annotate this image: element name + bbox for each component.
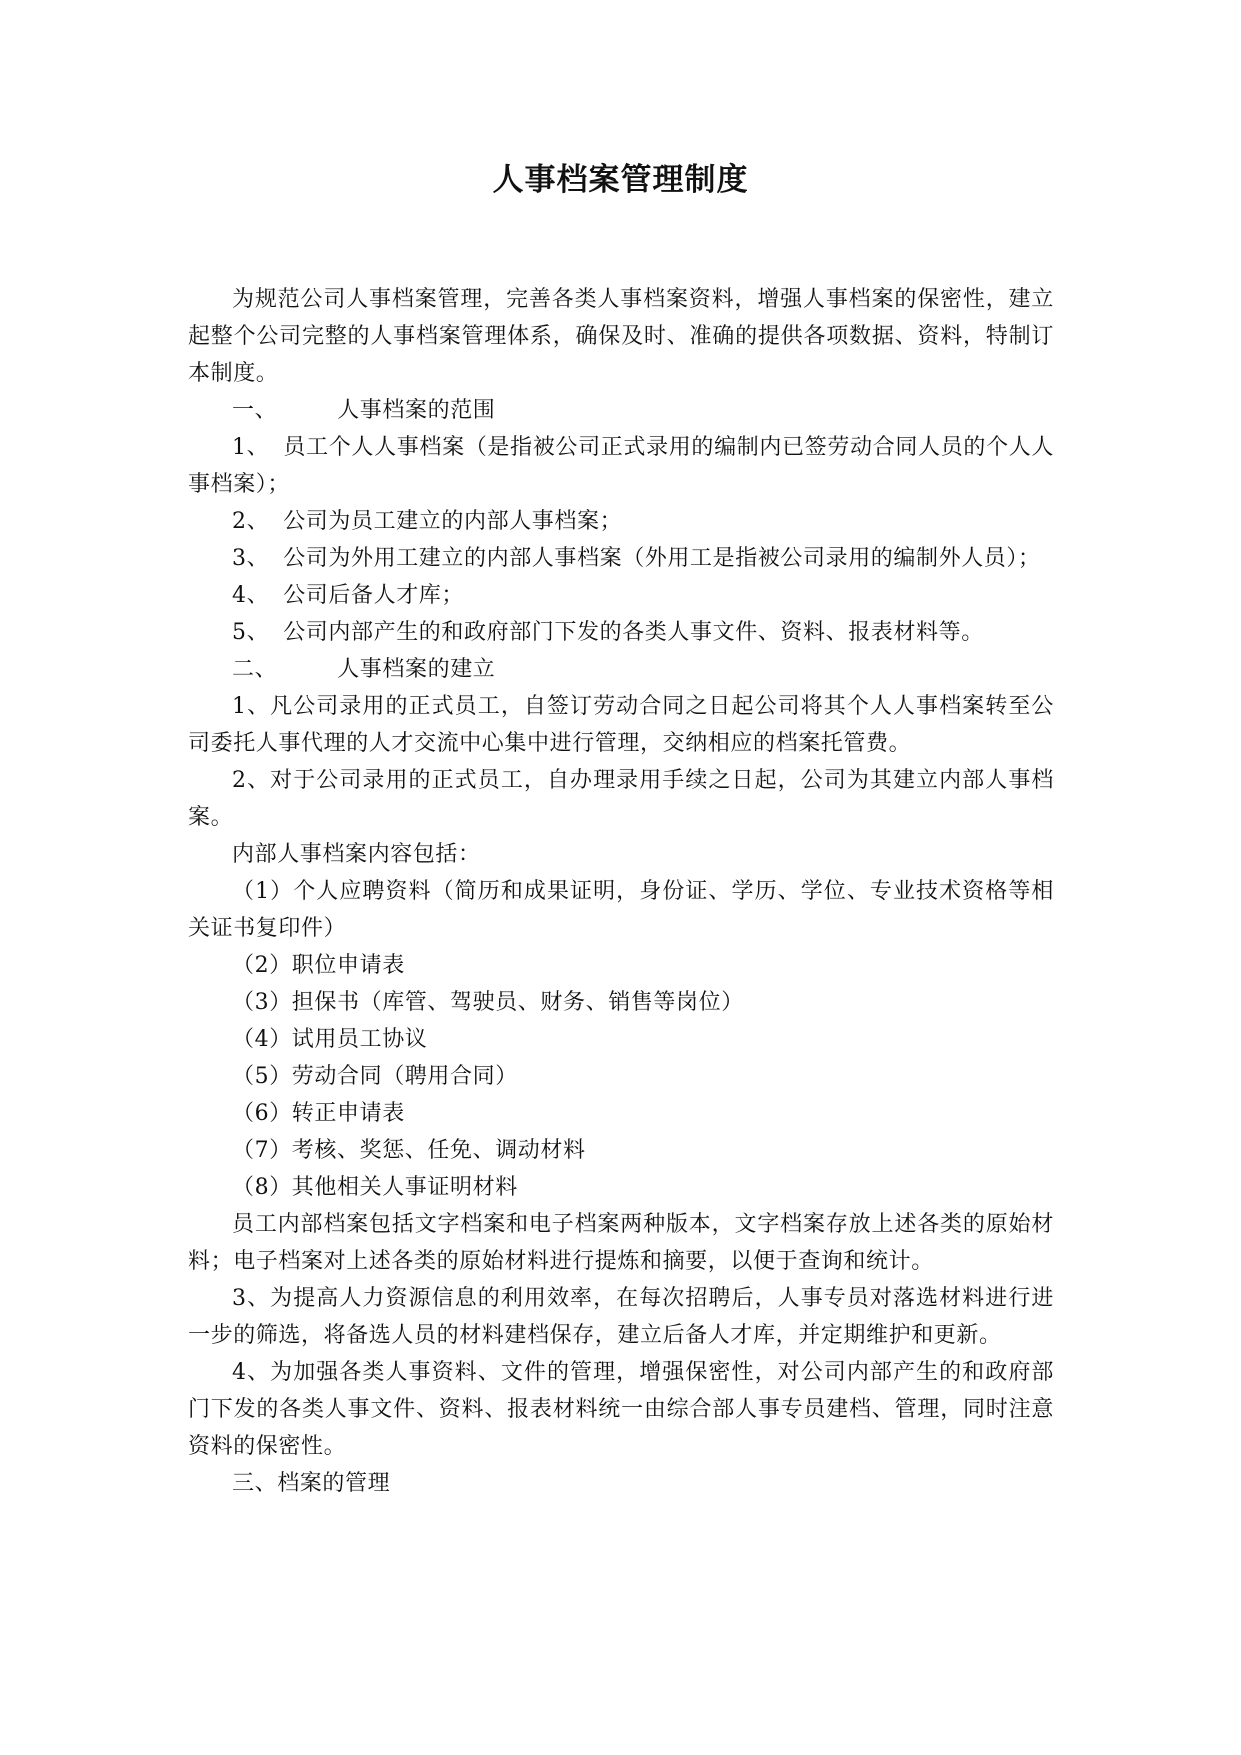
section-number: 一、: [232, 398, 278, 423]
contents-item: （2）职位申请表: [232, 953, 405, 978]
contents-label: 内部人事档案内容包括：: [232, 842, 481, 867]
section-3-heading: 三、档案的管理: [232, 1471, 391, 1496]
item-number: 4、: [232, 583, 270, 608]
item-number: 5、: [232, 620, 270, 645]
contents-item: （4）试用员工协议: [232, 1027, 428, 1052]
section-title: 人事档案的范围: [337, 398, 496, 423]
item-text: 员工个人人事档案（是指被公司正式录用的编制内已签劳动合同人员的个人人事档案）；: [188, 435, 1055, 497]
contents-item: （3）担保书（库管、驾驶员、财务、销售等岗位）: [232, 990, 744, 1015]
item-text: 公司内部产生的和政府部门下发的各类人事文件、资料、报表材料等。: [283, 620, 984, 645]
paragraph: 1、凡公司录用的正式员工，自签订劳动合同之日起公司将其个人人事档案转至公司委托人事代理的人才交流中心集中进行管理，交纳相应的档案托管费。: [188, 694, 1054, 756]
paragraph: 2、对于公司录用的正式员工，自办理录用手续之日起，公司为其建立内部人事档案。: [188, 768, 1054, 830]
document-title: 人事档案管理制度: [492, 162, 749, 198]
contents-item: （7）考核、奖惩、任免、调动材料: [232, 1138, 586, 1163]
item-text: 公司为员工建立的内部人事档案；: [283, 509, 623, 534]
paragraph: 员工内部档案包括文字档案和电子档案两种版本，文字档案存放上述各类的原始材料；电子档案对上述各类的原始材料进行提炼和摘要，以便于查询和统计。: [188, 1212, 1054, 1274]
section-2-heading: [188, 651, 1054, 688]
intro-paragraph: 为规范公司人事档案管理，完善各类人事档案资料，增强人事档案的保密性，建立起整个公司完整的人事档案管理体系，确保及时、准确的提供各项数据、资料，特制订本制度。: [188, 287, 1054, 386]
item-number: 2、: [232, 509, 270, 534]
contents-item: （8）其他相关人事证明材料: [232, 1175, 518, 1200]
item-number: 1、: [232, 435, 270, 460]
contents-item: （6）转正申请表: [232, 1101, 405, 1126]
scope-item: [188, 540, 1054, 577]
document-body: [188, 281, 1054, 1502]
scope-item: [188, 614, 1054, 651]
section-1-heading: [188, 392, 1054, 429]
section-number: 二、: [232, 657, 278, 682]
paragraph: 3、为提高人力资源信息的利用效率，在每次招聘后，人事专员对落选材料进行进一步的筛选，将备选人员的材料建档保存，建立后备人才库，并定期维护和更新。: [188, 1286, 1054, 1348]
item-text: 公司为外用工建立的内部人事档案（外用工是指被公司录用的编制外人员）；: [283, 546, 1041, 571]
item-text: 公司后备人才库；: [283, 583, 465, 608]
contents-item: （1）个人应聘资料（简历和成果证明，身份证、学历、学位、专业技术资格等相关证书复印件）: [188, 879, 1054, 941]
item-number: 3、: [232, 546, 270, 571]
scope-item: [188, 429, 1054, 503]
contents-item: （5）劳动合同（聘用合同）: [232, 1064, 518, 1089]
scope-item: [188, 577, 1054, 614]
scope-item: [188, 503, 1054, 540]
section-title: 人事档案的建立: [337, 657, 496, 682]
paragraph: 4、为加强各类人事资料、文件的管理，增强保密性，对公司内部产生的和政府部门下发的各类人事文件、资料、报表材料统一由综合部人事专员建档、管理，同时注意资料的保密性。: [188, 1360, 1054, 1459]
